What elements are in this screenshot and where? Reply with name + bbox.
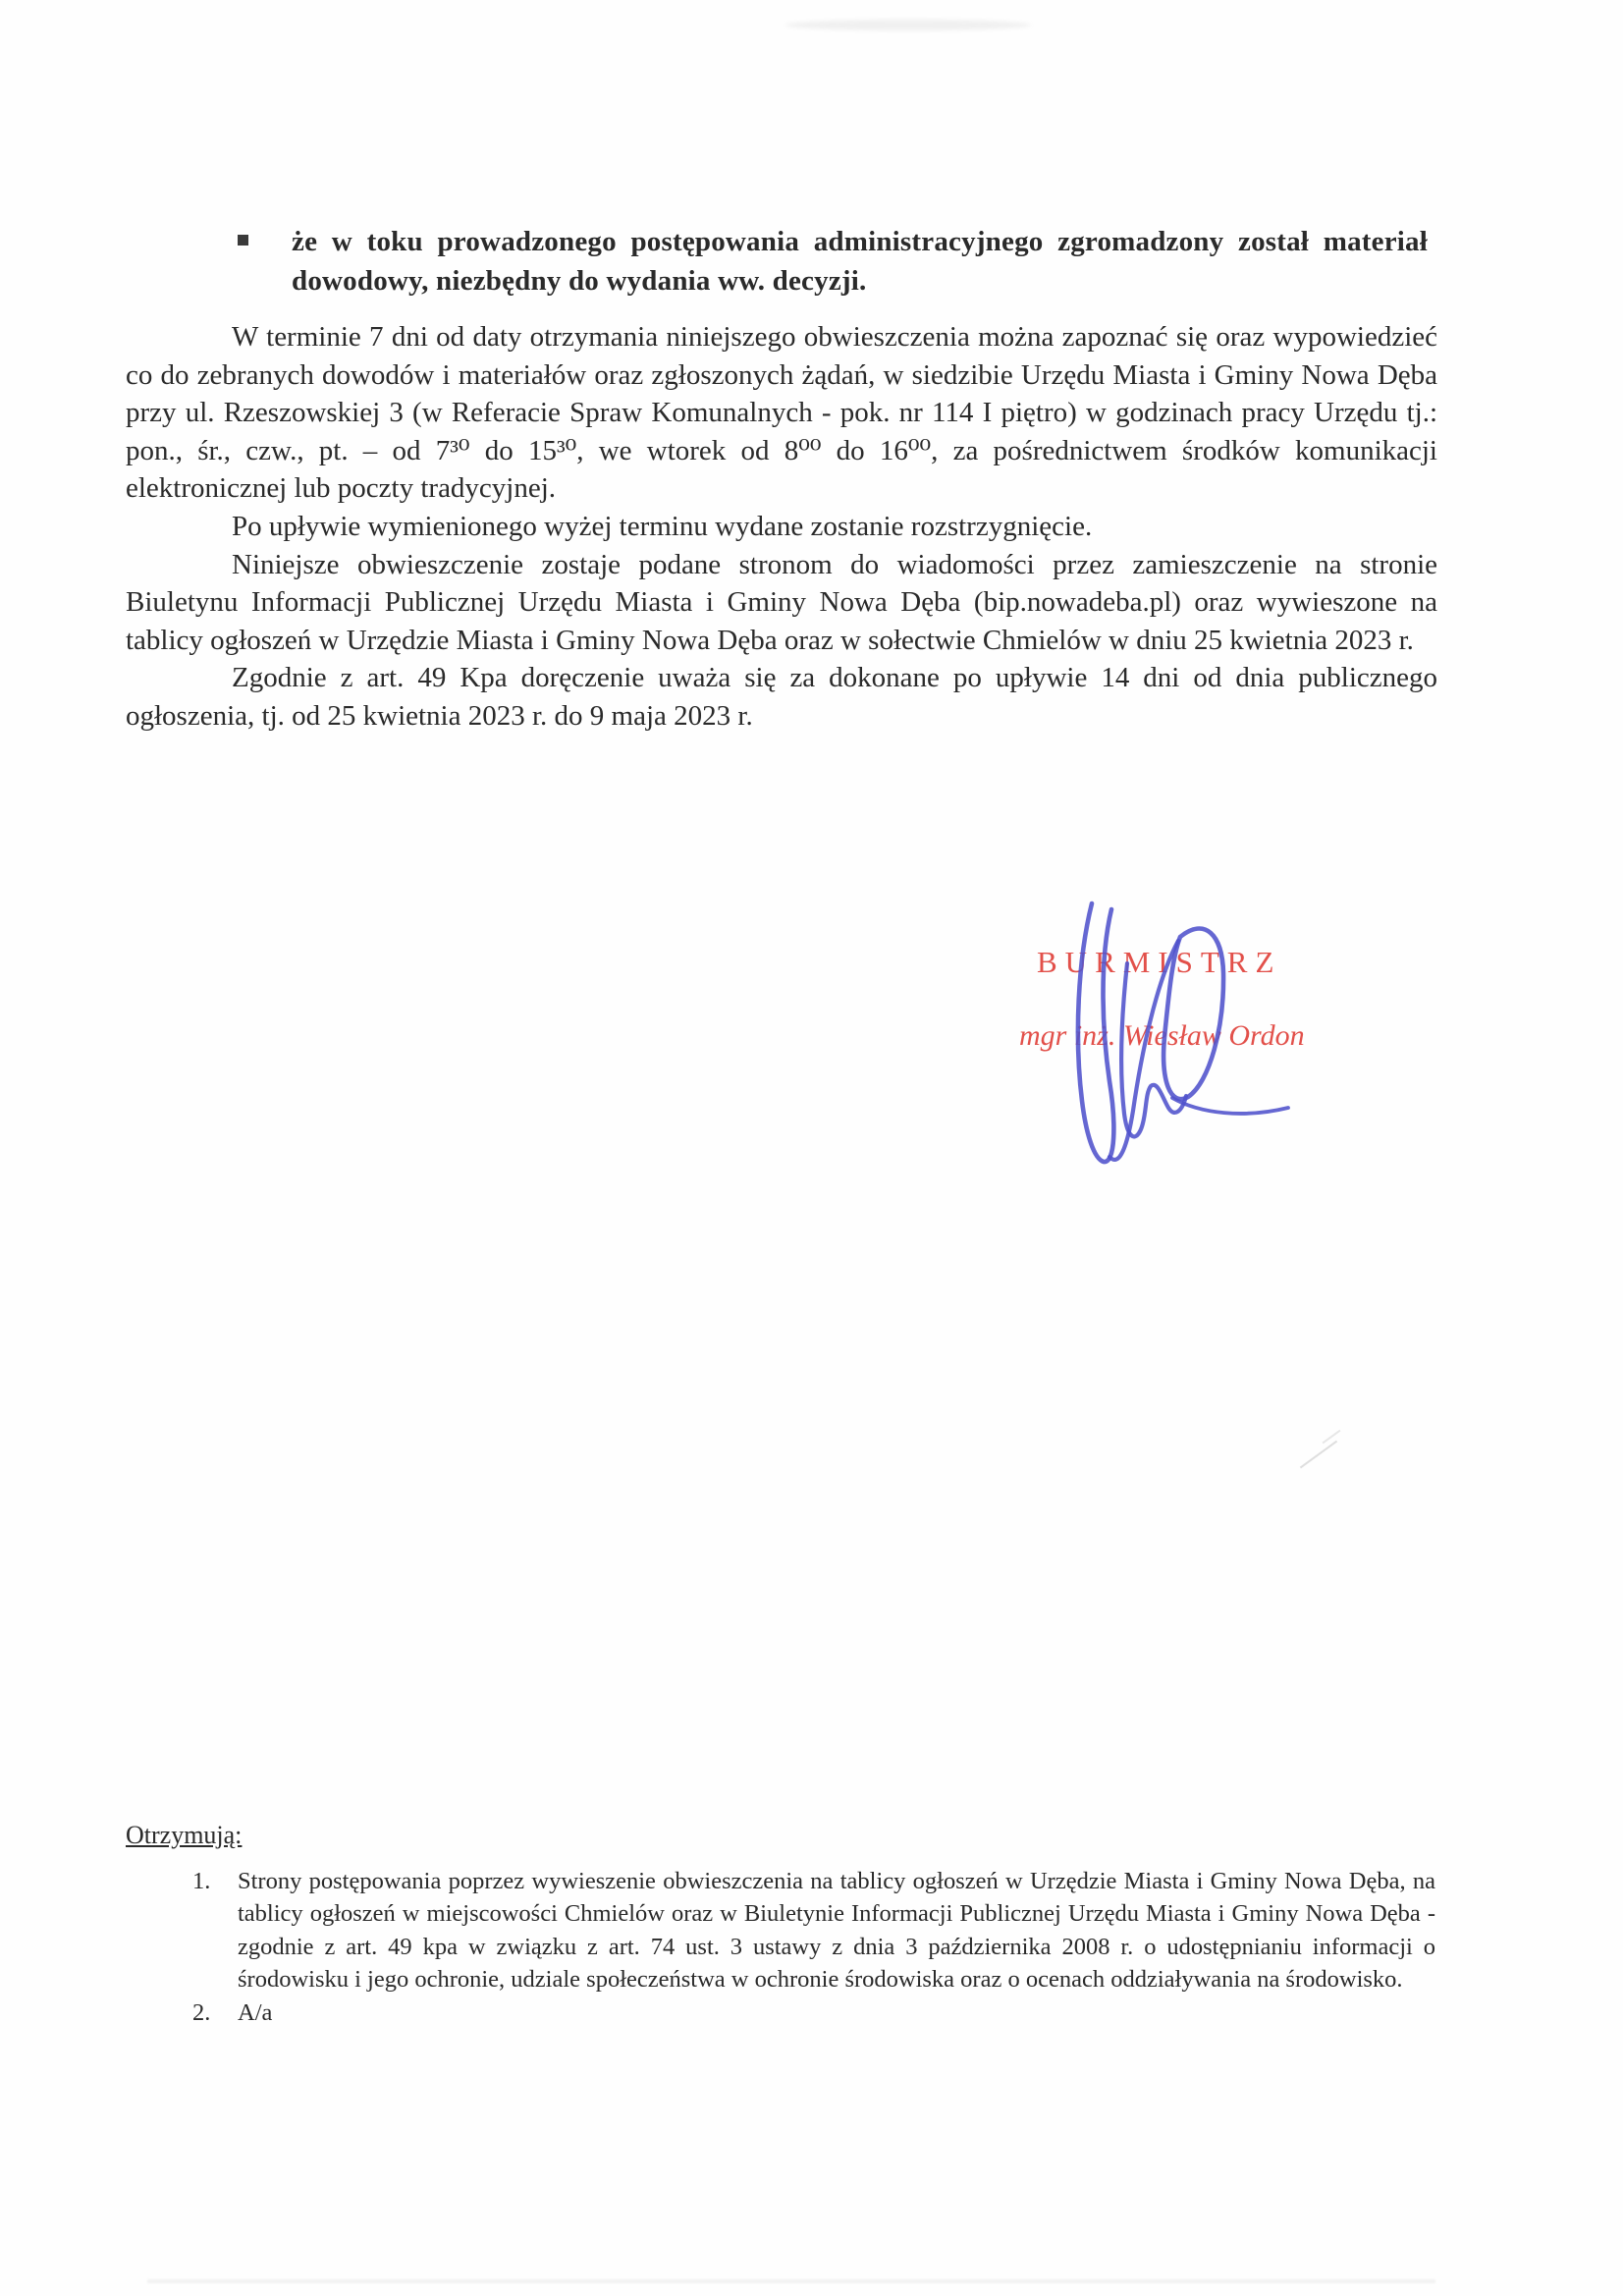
list-item [192,1996,1435,2029]
bullet-item-text: że w toku prowadzonego postępowania administracyjnego zgromadzony został materiał dowodowy, niezbędny do wydania ww. decyzji. [292,226,1428,297]
scan-artifact-pencil-mark-small [1323,1430,1341,1445]
item-text: A/a [238,1998,273,2026]
paragraph-obwieszczenie-publikacja: Niniejsze obwieszczenie zostaje podane stronom do wiadomości przez zamieszczenie na stronie Biuletynu Informacji Publicznej Urzędu Miasta i Gminy Nowa Dęba (bip.nowadeba.pl) oraz wywieszone na tablicy ogłoszeń w Urzędzie Miasta i Gminy Nowa Dęba oraz w sołectwie Chmielów w dniu 25 kwietnia 2023 r. [126,548,1437,656]
stamp-name-wieslaw-ordon: mgr inż. Wiesław Ordon [1019,1019,1305,1052]
bullet-list-item [238,222,1428,301]
item-text: Strony postępowania poprzez wywieszenie obwieszczenia na tablicy ogłoszeń w Urzędzie Miasta i Gminy Nowa Dęba, na tablicy ogłoszeń w miejscowości Chmielów oraz w Biuletynie Informacji Publicznej Urzędu Miasta i Gminy Nowa Dęba - zgodnie z art. 49 kpa w związku z art. 74 ust. 3 ustawy z dnia 3 października 2008 r. o udostępnianiu informacji o środowisku i jego ochronie, udziale społeczeństwa w ochronie środowiska oraz o ocenach oddziaływania na środowisko. [238,1868,1435,1994]
item-number: 1. [192,1868,211,1894]
scan-artifact-bottom-streak [147,2279,1435,2283]
paragraph-termin-7-dni: W terminie 7 dni od daty otrzymania niniejszego obwieszczenia można zapoznać się oraz wypowiedzieć co do zebranych dowodów i materiałów oraz zgłoszonych żądań, w siedzibie Urzędu Miasta i Gminy Nowa Dęba przy ul. Rzeszowskiej 3 (w Referacie Spraw Komunalnych - pok. nr 114 I piętro) w godzinach pracy Urzędu tj.: pon., śr., czw., pt. – od 7³⁰ do 15³⁰, we wtorek od 8⁰⁰ do 16⁰⁰, za pośrednictwem środków komunikacji elektronicznej lub poczty tradycyjnej. [126,321,1437,505]
list-item [192,1865,1435,1996]
handwritten-signature-icon [1062,890,1293,1176]
stamp-title-burmistrz: BURMISTRZ [1037,945,1282,979]
paragraph-doreczenie-art49: Zgodnie z art. 49 Kpa doręczenie uważa się za dokonane po upływie 14 dni od dnia publicznego ogłoszenia, tj. od 25 kwietnia 2023 r. do 9 maja 2023 r. [126,662,1437,732]
distribution-heading: Otrzymują: [126,1821,243,1849]
body-paragraphs [126,318,1437,736]
scan-artifact-pencil-mark [1300,1441,1337,1469]
scan-artifact-top-smudge [785,20,1031,30]
bullet-square-icon [238,235,248,246]
paragraph-rozstrzygniecie: Po upływie wymienionego wyżej terminu wydane zostanie rozstrzygnięcie. [232,510,1093,542]
item-number: 2. [192,1998,211,2026]
distribution-list [192,1865,1435,2029]
